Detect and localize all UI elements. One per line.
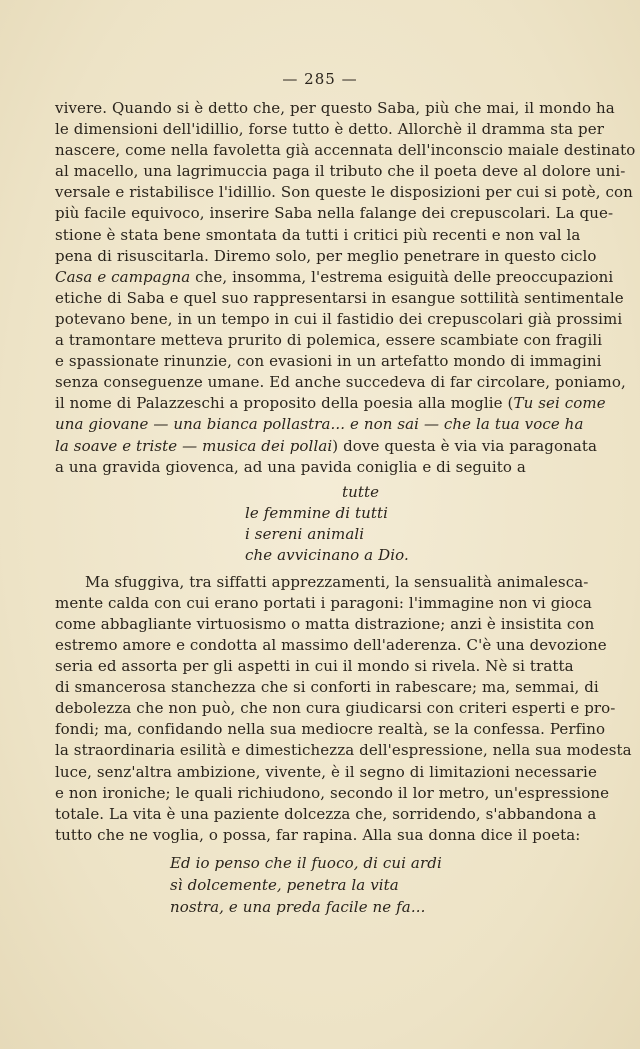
text-fragment: il nome di Palazzeschi a proposito della poesia alla moglie ( bbox=[55, 394, 514, 413]
quoted-verse: Tu sei come bbox=[513, 394, 606, 413]
quoted-verse: la soave e triste — musica dei pollai bbox=[55, 436, 333, 455]
text-line: potevano bene, in un tempo in cui il fastidio dei crepuscolari già prossimi bbox=[55, 309, 623, 328]
verse-line: nostra, e una preda facile ne fa... bbox=[170, 897, 426, 916]
text-line: pena di risuscitarla. Diremo solo, per meglio penetrare in questo ciclo bbox=[55, 246, 597, 265]
verse-quote-1 bbox=[245, 482, 570, 566]
text-line bbox=[55, 436, 598, 457]
verse-line: le femmine di tutti bbox=[245, 503, 389, 522]
text-fragment: ) dove questa è via via paragonata bbox=[332, 436, 598, 455]
text-line: versale e ristabilisce l'idillio. Son queste le disposizioni per cui si potè, con bbox=[55, 183, 633, 202]
text-line: più facile equivoco, inserire Saba nella falange dei crepuscolari. La que- bbox=[55, 204, 614, 223]
text-line bbox=[55, 393, 606, 414]
text-line: tutto che ne voglia, o possa, far rapina. Alla sua donna dice il poeta: bbox=[55, 825, 581, 844]
text-line: estremo amore e condotta al massimo dell'aderenza. C'è una devozione bbox=[55, 635, 607, 654]
paragraph-1 bbox=[55, 98, 636, 478]
text-line: stione è stata bene smontata da tutti i critici più recenti e non val la bbox=[55, 225, 581, 244]
text-line: seria ed assorta per gli aspetti in cui il mondo si rivela. Nè si tratta bbox=[55, 657, 574, 676]
text-line: Ma sfuggiva, tra siffatti apprezzamenti, la sensualità animalesca- bbox=[85, 572, 589, 591]
text-line: mente calda con cui erano portati i paragoni: l'immagine non vi gioca bbox=[55, 593, 592, 612]
paragraph-2 bbox=[55, 572, 632, 846]
text-line: fondi; ma, confidando nella sua mediocre realtà, se la confessa. Perfino bbox=[55, 720, 606, 739]
text-line: la straordinaria esilità e dimestichezza dell'espressione, nella sua modesta bbox=[55, 741, 632, 760]
text-line: e non ironiche; le quali richiudono, secondo il lor metro, un'espressione bbox=[55, 783, 610, 802]
text-line: a tramontare metteva prurito di polemica, essere scambiate con fragili bbox=[55, 331, 603, 350]
text-line: come abbagliante virtuosismo o matta distrazione; anzi è insistita con bbox=[55, 614, 595, 633]
verse-line: sì dolcemente, penetra la vita bbox=[170, 875, 399, 894]
quoted-verse-line: una giovane — una bianca pollastra... e non sai — che la tua voce ha bbox=[55, 415, 584, 434]
text-line: debolezza che non può, che non cura giudicarsi con criteri esperti e pro- bbox=[55, 699, 616, 718]
text-line: al macello, una lagrimuccia paga il tributo che il poeta deve al dolore uni- bbox=[55, 162, 626, 181]
page-body bbox=[55, 98, 636, 918]
text-line: di smancerosa stanchezza che si conforti in rabescare; ma, semmai, di bbox=[55, 678, 599, 697]
verse-line: tutte bbox=[342, 482, 380, 501]
page-number: — 285 — bbox=[282, 70, 358, 88]
text-line: vivere. Quando si è detto che, per questo Saba, più che mai, il mondo ha bbox=[55, 99, 615, 117]
text-line: luce, senz'altra ambizione, vivente, è il segno di limitazioni necessarie bbox=[55, 762, 597, 781]
text-line: e spassionate rinunzie, con evasioni in un artefatto mondo di immagini bbox=[55, 352, 602, 371]
text-line bbox=[55, 267, 614, 288]
verse-line: Ed io penso che il fuoco, di cui ardi bbox=[170, 853, 442, 872]
text-line: le dimensioni dell'idillio, forse tutto è detto. Allorchè il dramma sta per bbox=[55, 120, 604, 139]
text-line: a una gravida giovenca, ad una pavida coniglia e di seguito a bbox=[55, 457, 526, 476]
text-line: totale. La vita è una paziente dolcezza che, sorridendo, s'abbandona a bbox=[55, 804, 597, 823]
verse-line: i sereni animali bbox=[245, 524, 365, 543]
verse-line: che avvicinano a Dio. bbox=[245, 545, 409, 564]
text-line: nascere, come nella favoletta già accennata dell'inconscio maiale destinato bbox=[55, 141, 636, 160]
text-line: etiche di Saba e quel suo rappresentarsi in esangue sottilità sentimentale bbox=[55, 288, 624, 307]
text-line: senza conseguenze umane. Ed anche succedeva di far circolare, poniamo, bbox=[55, 373, 626, 392]
text-fragment: che, insomma, l'estrema esiguità delle preoccupazioni bbox=[190, 267, 614, 286]
book-title: Casa e campagna bbox=[55, 267, 191, 286]
verse-quote-2 bbox=[170, 852, 570, 918]
